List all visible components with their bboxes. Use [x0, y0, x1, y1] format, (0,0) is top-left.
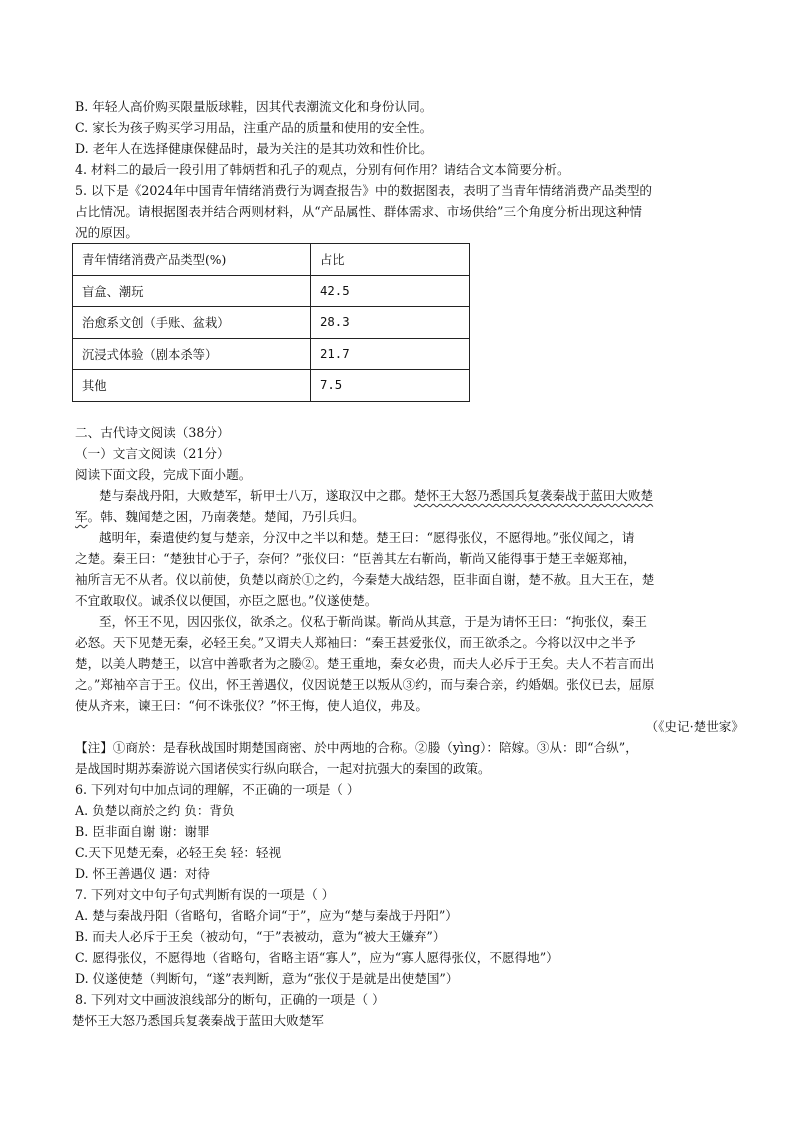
table-cell: 沉浸式体验（剧本杀等） [73, 338, 311, 370]
passage-source: （《史记·楚世家》 [645, 719, 744, 734]
passage-p3-line3: 楚，以美人聘楚王，以宫中善歌者为之媵②。楚王重地，秦女必贵，而夫人必斥于王矣。夫人不若言而出 [75, 656, 655, 671]
table-cell: 治愈系文创（手账、盆栽） [73, 307, 311, 339]
question-6-option-b: B. 臣非面自谢 谢：谢罪 [75, 824, 210, 839]
question-4: 4. 材料二的最后一段引用了韩炳哲和孔子的观点，分别有何作用？请结合文本简要分析。 [75, 162, 570, 177]
question-6-option-c: C.天下见楚无秦，必轻王矣 轻：轻视 [75, 845, 282, 860]
question-5-line2: 占比情况。请根据图表并结合两则材料，从“产品属性、群体需求、市场供给”三个角度分析出现这种情 [75, 204, 643, 219]
table-header-cell: 占比 [311, 244, 470, 276]
notes-line1: 【注】①商於：是春秋战国时期楚国商密、於中两地的合称。②媵（yìng）：陪嫁。③从：即“合纵”， [75, 740, 638, 755]
passage-p2-line1: 越明年，秦遣使约复与楚亲，分汉中之半以和楚。楚王曰：“愿得张仪，不愿得地。”张仪闻之，请 [99, 530, 635, 545]
passage-p1-line2 [75, 506, 365, 527]
question-6-stem: 6. 下列对句中加点词的理解，不正确的一项是（ ） [75, 782, 360, 797]
question-7-option-b: B. 而夫人必斥于王矣（被动句，“于”表被动，意为“被大王嫌弃”） [75, 929, 446, 944]
passage-p3-line2: 必怒。天下见楚无秦，必轻王矣。”又谓夫人郑袖曰：“秦王甚爱张仪，而王欲杀之。今将以汉中之半予 [75, 635, 636, 650]
subsection-title: （一）文言文阅读（21分） [75, 446, 230, 461]
option-d: D. 老年人在选择健康保健品时，最为关注的是其功效和性价比。 [75, 141, 433, 156]
passage-p3-line1: 至，怀王不见，因囚张仪，欲杀之。仪私于靳尚谋。靳尚从其意，于是为请怀王曰：“拘张仪，秦王 [99, 614, 647, 629]
wavy-underlined-text: 楚怀王大怒乃悉国兵复袭秦战于蓝田大败楚 [413, 488, 654, 503]
question-5-line1: 5. 以下是《2024年中国青年情绪消费行为调查报告》中的数据图表，表明了当青年情绪消费产品类型的 [75, 183, 653, 198]
table-cell: 其他 [73, 370, 311, 402]
data-table [72, 243, 470, 402]
passage-p2-line2: 之楚。秦王曰：“楚独甘心于子，奈何？”张仪曰：“臣善其左右靳尚，靳尚又能得事于楚王幸姬郑袖， [75, 551, 636, 566]
table-cell: 盲盒、潮玩 [73, 275, 311, 307]
question-7-option-a: A. 楚与秦战丹阳（省略句，省略介词“于”，应为“楚与秦战于丹阳”） [75, 908, 458, 923]
question-6-option-d: D. 怀王善遇仪 遇：对待 [75, 866, 211, 881]
question-6-option-a: A. 负楚以商於之约 负：背负 [75, 803, 235, 818]
wavy-underlined-text: 军 [75, 509, 88, 524]
table-cell: 21.7 [311, 338, 470, 370]
table-row [73, 370, 470, 402]
passage-p3-line4: 之。”郑袖卒言于王。仪出，怀王善遇仪，仪因说楚王以叛从③约，而与秦合亲，约婚姻。张仪已去，屈原 [75, 677, 655, 692]
table-row [73, 338, 470, 370]
passage-text: 。韩、魏闻楚之困，乃南袭楚。楚闻，乃引兵归。 [87, 509, 365, 524]
question-7-option-d: D. 仪遂使楚（判断句，“遂”表判断，意为“张仪于是就是出使楚国”） [75, 971, 459, 986]
table-row [73, 275, 470, 307]
table-header-cell: 青年情绪消费产品类型(%) [73, 244, 311, 276]
question-5-line3: 况的原因。 [75, 225, 138, 240]
option-b: B. 年轻人高价购买限量版球鞋，因其代表潮流文化和身份认同。 [75, 99, 433, 114]
table-row [73, 307, 470, 339]
table-cell: 28.3 [311, 307, 470, 339]
question-8-stem: 8. 下列对文中画波浪线部分的断句，正确的一项是（ ） [75, 992, 385, 1007]
section-title: 二、古代诗文阅读（38分） [75, 425, 230, 440]
instruction: 阅读下面文段，完成下面小题。 [75, 467, 252, 482]
question-8-text: 楚怀王大怒乃悉国兵复袭秦战于蓝田大败楚军 [72, 1013, 324, 1028]
passage-p2-line4: 不宜敢取仪。诚杀仪以便国，亦臣之愿也。”仪遂使楚。 [75, 593, 378, 608]
passage-text: 楚与秦战丹阳，大败楚军，斩甲士八万，遂取汉中之郡。 [99, 488, 414, 503]
question-7-stem: 7. 下列对文中句子句式判断有误的一项是（ ） [75, 887, 335, 902]
passage-p3-line5: 使从齐来，谏王曰：“何不诛张仪？”怀王悔，使人追仪，弗及。 [75, 698, 428, 713]
notes-line2: 是战国时期苏秦游说六国诸侯实行纵向联合，一起对抗强大的秦国的政策。 [75, 761, 491, 776]
table-cell: 7.5 [311, 370, 470, 402]
question-7-option-c: C. 愿得张仪，不愿得地（省略句，省略主语“寡人”，应为“寡人愿得张仪，不愿得地”） [75, 950, 559, 965]
passage-p2-line3: 袖所言无不从者。仪以前使，负楚以商於①之约，今秦楚大战结怨，臣非面自谢，楚不赦。且大王在，楚 [75, 572, 655, 587]
option-c: C. 家长为孩子购买学习用品，注重产品的质量和使用的安全性。 [75, 120, 433, 135]
table-cell: 42.5 [311, 275, 470, 307]
table-header-row [73, 244, 470, 276]
passage-p1-line1 [99, 485, 653, 506]
